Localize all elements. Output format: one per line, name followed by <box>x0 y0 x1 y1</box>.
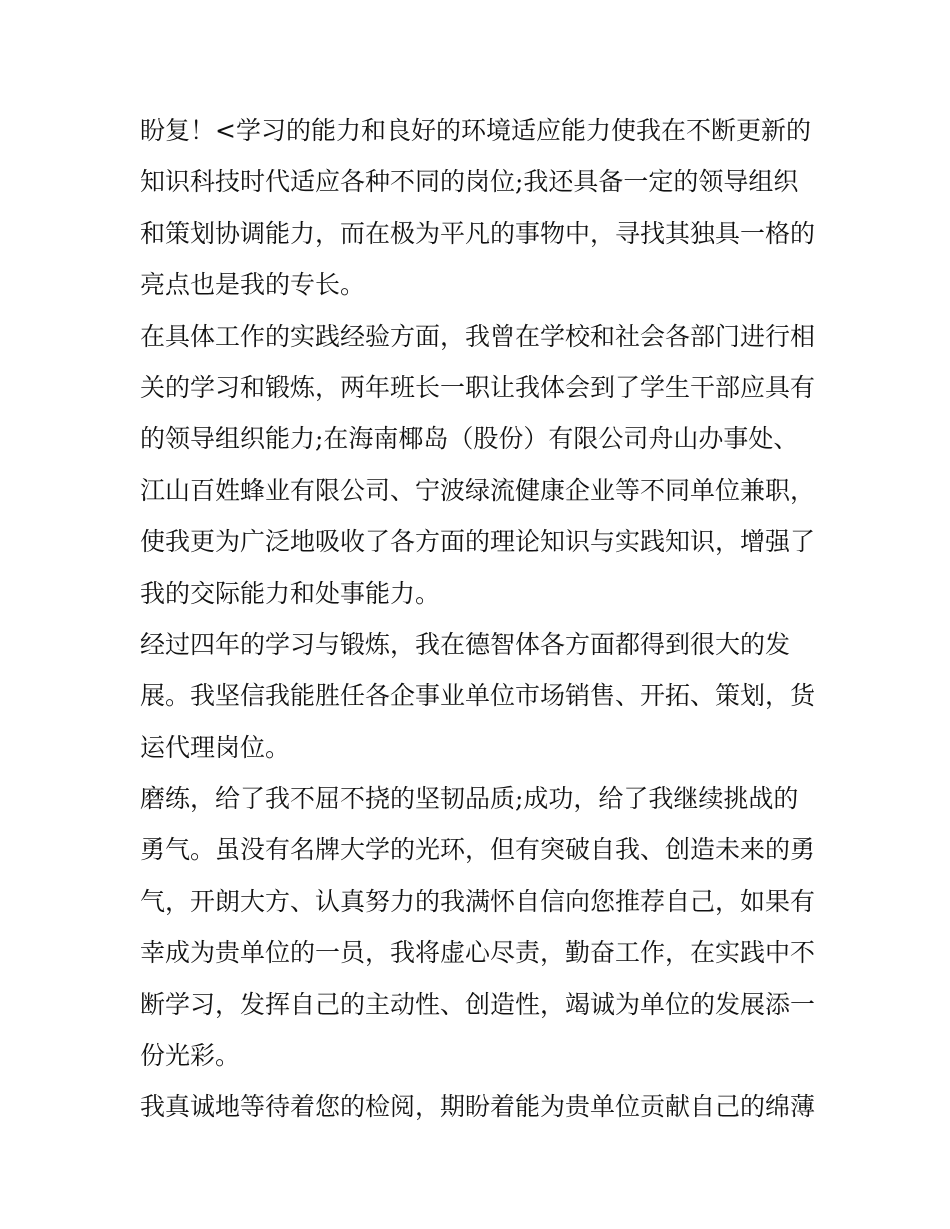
text-line: 磨练，给了我不屈不挠的坚韧品质;成功，给了我继续挑战的 <box>140 784 799 814</box>
text-line: 勇气。虽没有名牌大学的光环，但有突破自我、创造未来的勇 <box>140 835 816 865</box>
text-line: 我真诚地等待着您的检阅，期盼着能为贵单位贡献自己的绵薄 <box>140 1092 816 1122</box>
text-line: 和策划协调能力，而在极为平凡的事物中，寻找其独具一格的 <box>140 218 816 248</box>
text-line: 在具体工作的实践经验方面，我曾在学校和社会各部门进行相 <box>140 321 816 351</box>
text-line: 展。我坚信我能胜任各企事业单位市场销售、开拓、策划，货 <box>140 681 816 711</box>
text-line: 知识科技时代适应各种不同的岗位;我还具备一定的领导组织 <box>140 167 799 197</box>
text-line: 亮点也是我的专长。 <box>140 270 366 300</box>
text-line: 使我更为广泛地吸收了各方面的理论知识与实践知识，增强了 <box>140 527 816 557</box>
text-line: 盼复！<学习的能力和良好的环境适应能力使我在不断更新的 <box>140 116 811 145</box>
text-line: 经过四年的学习与锻炼，我在德智体各方面都得到很大的发 <box>140 629 791 659</box>
text-line: 运代理岗位。 <box>140 732 291 762</box>
text-line: 份光彩。 <box>140 1041 241 1071</box>
text-line: 我的交际能力和处事能力。 <box>140 578 441 608</box>
text-line: 幸成为贵单位的一员，我将虚心尽责，勤奋工作，在实践中不 <box>140 938 816 968</box>
text-line: 的领导组织能力;在海南椰岛（股份）有限公司舟山办事处、 <box>140 424 799 454</box>
text-line: 江山百姓蜂业有限公司、宁波绿流健康企业等不同单位兼职， <box>140 475 816 505</box>
text-line: 关的学习和锻炼，两年班长一职让我体会到了学生干部应具有 <box>140 372 816 402</box>
text-line: 气，开朗大方、认真努力的我满怀自信向您推荐自己，如果有 <box>140 886 816 916</box>
letter-body <box>140 105 830 1133</box>
text-line: 断学习，发挥自己的主动性、创造性，竭诚为单位的发展添一 <box>140 989 816 1019</box>
